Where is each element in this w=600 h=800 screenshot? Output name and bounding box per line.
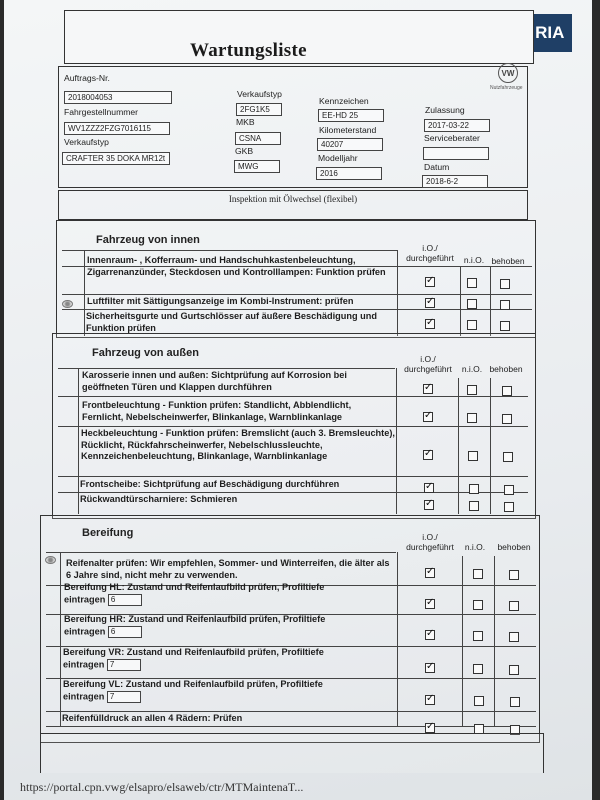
reifen-1-behoben-checkbox[interactable] (509, 570, 519, 580)
kilometerstand-label: Kilometerstand (319, 125, 377, 135)
col-divider (60, 552, 61, 727)
page-title: Wartungsliste (190, 40, 307, 61)
aussen-4-nio-checkbox[interactable] (469, 484, 479, 494)
row-aussen-5-text: Rückwandtürscharniere: Schmieren (80, 494, 238, 504)
zulassung-label: Zulassung (425, 105, 465, 115)
innen-2-behoben-checkbox[interactable] (500, 300, 510, 310)
row-aussen-1-text: Karosserie innen und außen: Sichtprüfung auf Korrosion bei geöffneten Türen und Klappen durchführen (82, 370, 347, 392)
aussen-5-behoben-checkbox[interactable] (504, 502, 514, 512)
col-divider (397, 552, 398, 727)
col-divider (84, 250, 85, 336)
gkb-field: MWG (234, 160, 280, 173)
row-reifen-4-text: Bereifung VR: Zustand und Reifenlaufbild prüfen, Profiltiefe eintragen (63, 647, 324, 669)
col-divider (458, 378, 459, 514)
reifen-4-io-checkbox[interactable] (425, 663, 435, 673)
innen-3-behoben-checkbox[interactable] (500, 321, 510, 331)
col-io-label: i.O./ (422, 243, 438, 253)
col-divider (490, 266, 491, 336)
fahrgestell-label: Fahrgestellnummer (64, 107, 139, 117)
kilometerstand-field: 40207 (317, 138, 383, 151)
aussen-1-nio-checkbox[interactable] (467, 385, 477, 395)
inspection-box (58, 190, 528, 220)
verkaufstyp-label: Verkaufstyp (64, 137, 109, 147)
col-behoben-header: behoben (497, 542, 531, 552)
row-reifen-3 (64, 614, 364, 638)
modelljahr-label: Modelljahr (318, 153, 358, 163)
datum-field: 2018-6-2 (422, 175, 488, 188)
aussen-3-nio-checkbox[interactable] (468, 451, 478, 461)
fahrgestell-field: WV1ZZZ2FZG7016115 (64, 122, 170, 135)
row-reifen-6-text: Reifenfülldruck an allen 4 Rädern: Prüfen (62, 713, 243, 723)
reifen-2-behoben-checkbox[interactable] (509, 601, 519, 611)
col-divider (396, 368, 397, 514)
mkb-field: CSNA (235, 132, 281, 145)
row-reifen-5-text: Bereifung VL: Zustand und Reifenlaufbild prüfen, Profiltiefe eintragen (63, 679, 323, 701)
verkaufstyp-code-label: Verkaufstyp (237, 89, 282, 99)
aussen-4-behoben-checkbox[interactable] (504, 485, 514, 495)
aussen-2-io-checkbox[interactable] (423, 412, 433, 422)
row-reifen-2 (64, 582, 364, 606)
vw-brand-subtext: Nutzfahrzeuge (490, 85, 523, 91)
watermark-ria-text: RIA (535, 23, 565, 42)
row-reifen-4 (63, 647, 363, 671)
vw-logo-icon: VW (498, 63, 518, 83)
innen-1-nio-checkbox[interactable] (467, 278, 477, 288)
reifen-5-nio-checkbox[interactable] (474, 696, 484, 706)
section-reifen-title: Bereifung (82, 527, 134, 539)
row-aussen-4-text: Frontscheibe: Sichtprüfung auf Beschädigung durchführen (80, 479, 340, 489)
verkaufstyp-code-field: 2FG1K5 (236, 103, 282, 116)
reifen-1-io-checkbox[interactable] (425, 568, 435, 578)
col-io-header (398, 243, 462, 263)
mkb-label: MKB (236, 117, 255, 127)
col-nio-header: n.i.O. (463, 255, 485, 265)
section-innen-title: Fahrzeug von innen (96, 234, 200, 246)
reifen-4-nio-checkbox[interactable] (473, 664, 483, 674)
aussen-5-io-checkbox[interactable] (424, 500, 434, 510)
col-divider (78, 368, 79, 514)
hl-profile-depth-field[interactable]: 6 (108, 594, 142, 606)
col-io-header (397, 532, 463, 552)
aussen-3-behoben-checkbox[interactable] (503, 452, 513, 462)
aussen-3-io-checkbox[interactable] (423, 450, 433, 460)
reifen-6-io-checkbox[interactable] (425, 723, 435, 733)
row-aussen-3-text: Heckbeleuchtung - Funktion prüfen: Bremslicht (auch 3. Bremsleuchte), Rücklicht, Rückfahrscheinwerfer, Nebelschlussleuchte, Kennzeichenbeleuchtung, Blinkanlage, Warnblinkanlage (81, 428, 395, 461)
col-divider (460, 266, 461, 336)
col-io-sub: durchgeführt (404, 364, 452, 374)
innen-1-behoben-checkbox[interactable] (500, 279, 510, 289)
aussen-5-nio-checkbox[interactable] (469, 501, 479, 511)
auftrags-nr-field: 2018004053 (64, 91, 172, 104)
section-aussen-head-line (58, 368, 395, 369)
col-io-header (396, 354, 460, 374)
aussen-1-behoben-checkbox[interactable] (502, 386, 512, 396)
hr-profile-depth-field[interactable]: 6 (108, 626, 142, 638)
reifen-3-nio-checkbox[interactable] (473, 631, 483, 641)
row-innen-3-text: Sicherheitsgurte und Gurtschlösser auf äußere Beschädigung und Funktion prüfen (86, 311, 377, 333)
col-nio-header: n.i.O. (461, 364, 483, 374)
row-reifen-3-text: Bereifung HR: Zustand und Reifenlaufbild prüfen, Profiltiefe eintragen (64, 614, 326, 636)
col-io-sub: durchgeführt (406, 253, 454, 263)
modelljahr-field: 2016 (316, 167, 382, 180)
innen-3-nio-checkbox[interactable] (467, 320, 477, 330)
punch-hole (62, 300, 73, 308)
table-row (62, 294, 532, 295)
reifen-2-io-checkbox[interactable] (425, 599, 435, 609)
reifen-5-io-checkbox[interactable] (425, 695, 435, 705)
kennzeichen-field: EE-HD 25 (318, 109, 384, 122)
col-io-label: i.O./ (422, 532, 438, 542)
innen-3-io-checkbox[interactable] (425, 319, 435, 329)
col-behoben-header: behoben (491, 256, 525, 266)
reifen-4-behoben-checkbox[interactable] (509, 665, 519, 675)
vr-profile-depth-field[interactable]: 7 (107, 659, 141, 671)
datum-label: Datum (424, 162, 450, 172)
aussen-2-nio-checkbox[interactable] (467, 413, 477, 423)
serviceberater-field (423, 147, 489, 160)
col-divider (494, 556, 495, 727)
zulassung-field: 2017-03-22 (424, 119, 490, 132)
footer-url: https://portal.cpn.vwg/elsapro/elsaweb/ctr/MTMaintenaT... (20, 780, 304, 794)
serviceberater-label: Serviceberater (424, 133, 480, 143)
col-divider (490, 378, 491, 514)
next-section-stub (40, 733, 544, 773)
col-divider (462, 556, 463, 727)
auftrags-nr-label: Auftrags-Nr. (64, 73, 110, 83)
inspection-type: Inspektion mit Ölwechsel (flexibel) (228, 194, 358, 204)
reifen-3-io-checkbox[interactable] (425, 630, 435, 640)
table-row (62, 309, 532, 310)
verkaufstyp-field: CRAFTER 35 DOKA MR12t (62, 152, 170, 165)
punch-hole (45, 556, 56, 564)
kennzeichen-label: Kennzeichen (319, 96, 369, 106)
reifen-3-behoben-checkbox[interactable] (509, 632, 519, 642)
col-nio-header: n.i.O. (464, 542, 486, 552)
aussen-2-behoben-checkbox[interactable] (502, 414, 512, 424)
reifen-1-nio-checkbox[interactable] (473, 569, 483, 579)
col-divider (397, 250, 398, 336)
col-io-label: i.O./ (420, 354, 436, 364)
row-aussen-2-text: Frontbeleuchtung - Funktion prüfen: Standlicht, Abblendlicht, Fernlicht, Nebelscheinwerfer, Blinkanlage, Warnblinkanlage (82, 400, 352, 422)
section-innen-head-line (62, 250, 397, 251)
gkb-label: GKB (235, 146, 254, 156)
innen-2-nio-checkbox[interactable] (467, 299, 477, 309)
vl-profile-depth-field[interactable]: 7 (107, 691, 141, 703)
aussen-1-io-checkbox[interactable] (423, 384, 433, 394)
innen-1-io-checkbox[interactable] (425, 277, 435, 287)
aussen-4-io-checkbox[interactable] (424, 483, 434, 493)
section-aussen-title: Fahrzeug von außen (92, 347, 199, 359)
col-behoben-header: behoben (489, 364, 523, 374)
row-innen-1-text: Innenraum- , Kofferraum- und Handschuhkastenbeleuchtung, Zigarrenanzünder, Steckdosen und Kontrolllampen: Funktion prüfen (87, 255, 386, 277)
reifen-2-nio-checkbox[interactable] (473, 600, 483, 610)
reifen-5-behoben-checkbox[interactable] (510, 697, 520, 707)
section-reifen-head-line (46, 552, 396, 553)
row-innen-2-text: Luftfilter mit Sättigungsanzeige im Kombi-Instrument: prüfen (87, 296, 354, 306)
col-io-sub: durchgeführt (406, 542, 454, 552)
row-reifen-5 (63, 679, 363, 703)
innen-2-io-checkbox[interactable] (425, 298, 435, 308)
row-reifen-1-text: Reifenalter prüfen: Wir empfehlen, Sommer- und Winterreifen, die älter als 6 Jahre sind, nicht mehr zu verwenden. (66, 558, 390, 580)
row-reifen-2-text: Bereifung HL: Zustand und Reifenlaufbild prüfen, Profiltiefe eintragen (64, 582, 325, 604)
